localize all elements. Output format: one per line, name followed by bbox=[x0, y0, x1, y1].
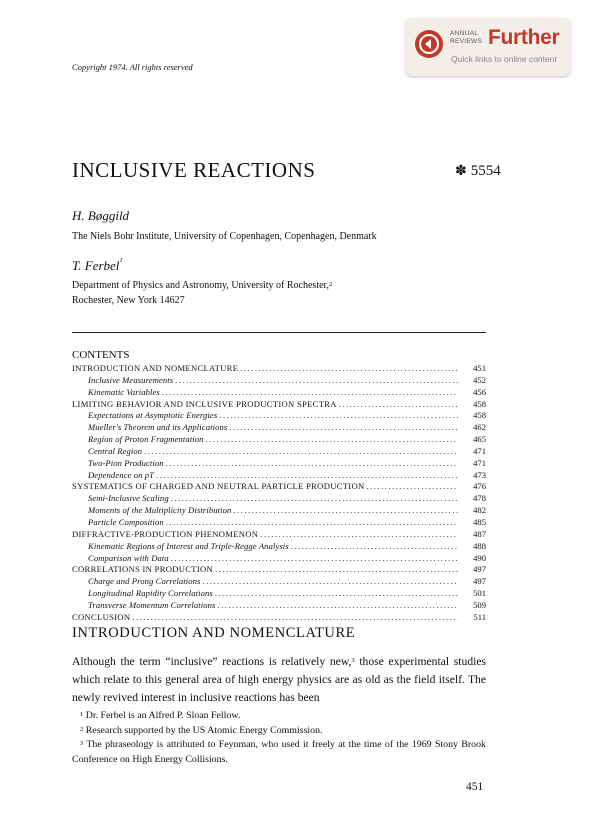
toc-entry[interactable] bbox=[72, 517, 486, 529]
toc-entry-page: 471 bbox=[473, 445, 486, 456]
toc-entry-label: Longitudinal Rapidity Correlations bbox=[88, 588, 213, 599]
toc-entry-label: Dependence on pT bbox=[88, 469, 155, 480]
toc-leader-dots bbox=[219, 410, 458, 422]
toc-leader-dots bbox=[166, 517, 458, 529]
publisher-line-1: ANNUAL bbox=[450, 30, 479, 37]
toc-entry-page: 501 bbox=[473, 588, 486, 599]
toc-entry-page: 452 bbox=[473, 374, 486, 385]
toc-entry-page: 511 bbox=[473, 611, 486, 622]
toc-entry-page: 471 bbox=[473, 457, 486, 468]
toc-leader-dots bbox=[339, 399, 458, 411]
divider bbox=[72, 332, 486, 333]
toc-entry-page: 478 bbox=[473, 493, 486, 504]
toc-entry-label: INTRODUCTION AND NOMENCLATURE bbox=[72, 363, 239, 373]
annual-reviews-further-badge[interactable] bbox=[406, 18, 570, 76]
toc-entry-page: 485 bbox=[473, 516, 486, 527]
toc-leader-dots bbox=[206, 434, 458, 446]
toc-entry[interactable] bbox=[72, 600, 486, 612]
toc-entry-label: Kinematic Variables bbox=[88, 386, 160, 397]
toc-entry-label: CORRELATIONS IN PRODUCTION bbox=[72, 564, 214, 575]
toc-leader-dots bbox=[215, 564, 458, 576]
toc-entry-label: Particle Composition bbox=[88, 516, 164, 527]
toc-leader-dots bbox=[171, 553, 458, 565]
further-label: Further bbox=[488, 26, 560, 49]
toc-entry-page: 462 bbox=[473, 422, 486, 433]
toc-entry-page: 482 bbox=[473, 505, 486, 516]
toc-entry-label: Charge and Prong Correlations bbox=[88, 576, 201, 587]
toc-entry[interactable] bbox=[72, 446, 486, 458]
toc-leader-dots bbox=[171, 493, 458, 505]
toc-entry-label: Inclusive Measurements bbox=[88, 374, 174, 385]
toc-entry-label: Semi-Inclusive Scaling bbox=[88, 493, 169, 504]
article-title: INCLUSIVE REACTIONS bbox=[72, 158, 316, 182]
toc-entry-page: 488 bbox=[473, 540, 486, 551]
table-of-contents bbox=[72, 363, 486, 624]
toc-leader-dots bbox=[291, 541, 458, 553]
toc-entry-page: 509 bbox=[473, 599, 486, 610]
toc-leader-dots bbox=[202, 576, 458, 588]
toc-entry[interactable] bbox=[72, 541, 486, 553]
toc-entry-page: 497 bbox=[473, 564, 486, 575]
toc-leader-dots bbox=[175, 375, 458, 387]
toc-entry-label: SYSTEMATICS OF CHARGED AND NEUTRAL PARTICLE PRODUCTION bbox=[72, 481, 365, 492]
toc-entry[interactable] bbox=[72, 375, 486, 387]
footnote: $^2$ Research supported by the US Atomic Energy Commission. bbox=[80, 724, 323, 736]
toc-entry[interactable] bbox=[72, 576, 486, 588]
toc-entry[interactable] bbox=[72, 434, 486, 446]
toc-leader-dots bbox=[229, 422, 458, 434]
toc-entry-page: 456 bbox=[473, 386, 486, 397]
toc-entry[interactable] bbox=[72, 363, 486, 375]
toc-entry-label: Central Region bbox=[88, 445, 143, 456]
toc-entry-label: LIMITING BEHAVIOR AND INCLUSIVE PRODUCTION SPECTRA bbox=[72, 398, 337, 409]
toc-leader-dots bbox=[166, 458, 458, 470]
toc-entry-page: 451 bbox=[473, 363, 486, 373]
body-paragraph: Although the term “inclusive” reactions is relatively new,$^3$ those experimental studies which relate to this general area of high energy physics are as old as the field itself. The newly revived interest in inclusive reactions has been bbox=[72, 655, 487, 704]
toc-entry-label: Transverse Momentum Correlations bbox=[88, 599, 216, 610]
toc-entry-page: 487 bbox=[473, 528, 486, 539]
affiliation-line: Rochester, New York 14627 bbox=[72, 295, 185, 306]
contents-heading: CONTENTS bbox=[72, 349, 130, 361]
toc-entry-label: Comparison with Data bbox=[88, 552, 169, 563]
toc-leader-dots bbox=[218, 600, 459, 612]
toc-entry[interactable] bbox=[72, 422, 486, 434]
toc-entry-label: CONCLUSION bbox=[72, 611, 131, 622]
toc-entry[interactable] bbox=[72, 410, 486, 422]
toc-entry-label: Moments of the Multiplicity Distribution bbox=[88, 505, 232, 516]
toc-entry-label: Kinematic Regions of Interest and Triple-Regge Analysis bbox=[88, 540, 289, 551]
toc-entry-label: Mueller's Theorem and its Applications bbox=[88, 422, 228, 433]
footnote: $^3$ The phraseology is attributed to Feynman, who used it freely at the time of the 1969 Stony Brook Conference on High Energy Collisions. bbox=[72, 739, 486, 765]
author-name: T. Ferbel$^1$ bbox=[72, 257, 123, 273]
toc-entry-label: Expectations at Asymptotic Energies bbox=[88, 410, 218, 421]
toc-entry[interactable] bbox=[72, 529, 486, 541]
footnote-ref: 2 bbox=[328, 281, 333, 288]
footnote: $^1$ Dr. Ferbel is an Alfred P. Sloan Fellow. bbox=[80, 710, 241, 721]
toc-leader-dots bbox=[233, 505, 458, 517]
toc-entry[interactable] bbox=[72, 493, 486, 505]
article-code bbox=[455, 163, 501, 180]
copyright-notice: Copyright 1974. All rights reserved bbox=[72, 62, 193, 72]
publisher-line-2: REVIEWS bbox=[450, 37, 483, 45]
affiliation-line: The Niels Bohr Institute, University of Copenhagen, Copenhagen, Denmark bbox=[72, 231, 377, 242]
toc-leader-dots bbox=[240, 363, 458, 375]
toc-entry-page: 465 bbox=[473, 434, 486, 445]
further-tagline: Quick links to online content bbox=[451, 54, 557, 64]
page-number: 451 bbox=[466, 781, 484, 793]
toc-leader-dots bbox=[144, 446, 458, 458]
toc-entry-page: 490 bbox=[473, 552, 486, 563]
toc-entry[interactable] bbox=[72, 588, 486, 600]
toc-entry-page: 473 bbox=[473, 469, 486, 480]
toc-entry[interactable] bbox=[72, 481, 486, 493]
toc-leader-dots bbox=[162, 387, 458, 399]
toc-entry[interactable] bbox=[72, 564, 486, 576]
toc-leader-dots bbox=[260, 529, 458, 541]
toc-entry[interactable] bbox=[72, 399, 486, 411]
footnote-mark: 3 bbox=[80, 740, 84, 747]
toc-entry-label: DIFFRACTIVE-PRODUCTION PHENOMENON bbox=[72, 528, 259, 539]
toc-entry-page: 458 bbox=[473, 398, 486, 409]
author-name: H. Bøggild bbox=[72, 208, 130, 223]
footnote-mark: 2 bbox=[80, 725, 84, 733]
toc-entry-label: Region of Proton Fragmentation bbox=[88, 434, 204, 445]
toc-entry[interactable] bbox=[72, 612, 486, 624]
toc-leader-dots bbox=[366, 481, 458, 493]
footnote-ref: 3 bbox=[351, 657, 355, 664]
section-heading: INTRODUCTION AND NOMENCLATURE bbox=[72, 625, 356, 641]
article-code-number: 5554 bbox=[470, 163, 501, 179]
toc-leader-dots bbox=[215, 588, 458, 600]
author-affiliation bbox=[72, 278, 332, 308]
toc-entry-page: 458 bbox=[473, 410, 486, 421]
toc-leader-dots bbox=[132, 612, 458, 624]
toc-entry[interactable] bbox=[72, 387, 486, 399]
toc-entry[interactable] bbox=[72, 505, 486, 517]
toc-entry[interactable] bbox=[72, 553, 486, 565]
toc-entry-label: Two-Pion Production bbox=[88, 457, 164, 468]
toc-entry[interactable] bbox=[72, 458, 486, 470]
further-logo-icon bbox=[415, 30, 443, 58]
toc-entry[interactable] bbox=[72, 470, 486, 482]
star-mark-icon: ✽ bbox=[455, 164, 467, 179]
toc-leader-dots bbox=[156, 470, 458, 482]
toc-entry-page: 476 bbox=[473, 481, 486, 492]
affiliation-line: Department of Physics and Astronomy, University of Rochester,$^2$ bbox=[72, 280, 333, 291]
publisher-name bbox=[450, 30, 482, 45]
footnote-mark: 1 bbox=[80, 711, 84, 718]
author-affiliation bbox=[72, 229, 377, 244]
footnote-ref: 1 bbox=[119, 257, 123, 264]
toc-entry-page: 497 bbox=[473, 576, 486, 587]
